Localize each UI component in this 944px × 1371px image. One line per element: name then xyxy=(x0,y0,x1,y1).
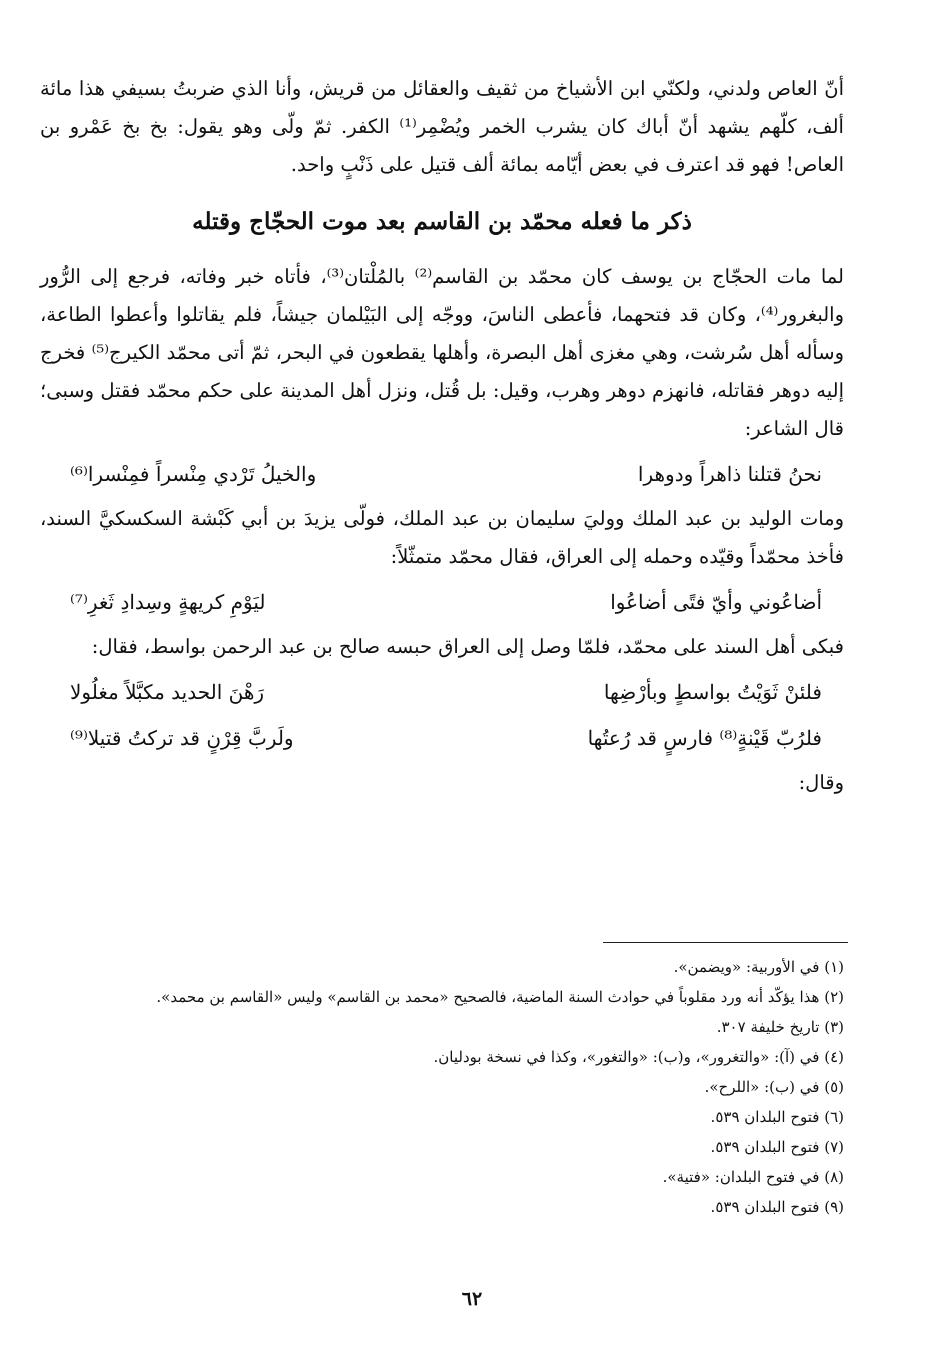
paragraph-1: أنّ العاص ولدني، ولكنّي ابن الأشياخ من ثقيف والعقائل من قريش، وأنا الذي ضربتُ بسيفي هذا مائة ألف، كلّهم يشهد أنّ أباك كان يشرب الخمر ويُضْمِر⁽¹⁾ الكفر. ثمّ ولّى وهو يقول: بخ بخ عَمْرو بن العاص! فهو قد اعترف في بعض أيّامه بمائة ألف قتيل على ذَنْبٍ واحد. xyxy=(40,77,844,176)
verse-1-second-hemistich: والخيلُ تَرْدي مِنْسراً فمِنْسرا⁽⁶⁾ xyxy=(70,462,317,486)
footnote-4: (٤) في (آ): «والتغرور»، و(ب): «والتغور»، وكذا في نسخة بودليان. xyxy=(433,1048,844,1066)
verse-2 xyxy=(40,582,844,622)
footnote-6: (٦) فتوح البلدان ٥٣٩. xyxy=(710,1108,844,1126)
paragraph-4: فبكى أهل السند على محمّد، فلمّا وصل إلى العراق حبسه صالح بن عبد الرحمن بواسط، فقال: xyxy=(91,635,844,658)
verse-1-first-hemistich: نحنُ قتلنا ذاهراً ودوهرا xyxy=(637,462,822,486)
footnote-7: (٧) فتوح البلدان ٥٣٩. xyxy=(710,1138,844,1156)
page-body xyxy=(40,70,844,802)
footnote-5: (٥) في (ب): «اللرح». xyxy=(704,1078,844,1096)
verse-1 xyxy=(40,454,844,494)
section-heading: ذكر ما فعله محمّد بن القاسم بعد موت الحجّاج وقتله xyxy=(192,208,692,235)
footnote-1: (١) في الأوربية: «ويضمن». xyxy=(673,958,844,976)
footnote-8: (٨) في فتوح البلدان: «فتية». xyxy=(662,1168,844,1186)
verse-4-first-hemistich: فلرُبّ قَيْنةٍ⁽⁸⁾ فارسٍ قد رُعتُها xyxy=(587,726,822,750)
verse-2-second-hemistich: ليَوْمِ كريهةٍ وسِدادِ ثَغرِ⁽⁷⁾ xyxy=(70,590,266,614)
paragraph-3: ومات الوليد بن عبد الملك ووليَ سليمان بن عبد الملك، فولّى يزيدَ بن أبي كَبْشة السكسكيَّ السند، فأخذ محمّداً وقيّده وحمله إلى العراق، فقال محمّد متمثّلاً: xyxy=(40,507,844,568)
verse-4-second-hemistich: ولَربَّ قِرْنٍ قد تركتُ قتيلا⁽⁹⁾ xyxy=(70,726,294,750)
paragraph-5: وقال: xyxy=(798,771,844,794)
paragraph-2: لما مات الحجّاج بن يوسف كان محمّد بن القاسم⁽²⁾ بالمُلْتان⁽³⁾، فأتاه خبر وفاته، فرجع إلى الرُّور والبغرور⁽⁴⁾، وكان قد فتحهما، فأعطى الناسَ، ووجّه إلى البَيْلمان جيشاً، فلم يقاتلوا وأعطوا الطاعة، وسأله أهل سُرشت، وهي مغزى أهل البصرة، وأهلها يقطعون في البحر، ثمّ أتى محمّد الكيرج⁽⁵⁾ فخرج إليه دوهر فقاتله، فانهزم دوهر وهرب، وقيل: بل قُتل، ونزل أهل المدينة على حكم محمّد فقتل وسبى؛ قال الشاعر: xyxy=(40,265,844,440)
footnote-divider xyxy=(603,942,848,943)
footnote-9: (٩) فتوح البلدان ٥٣٩. xyxy=(710,1198,844,1216)
verse-2-first-hemistich: أضاعُوني وأيّ فتًى أضاعُوا xyxy=(610,590,822,614)
verse-3-first-hemistich: فلئنْ ثَوَيْتُ بواسطٍ وبأرْضِها xyxy=(603,680,822,704)
footnotes xyxy=(44,952,844,1222)
footnote-2: (٢) هذا يؤكّد أنه ورد مقلوباً في حوادث السنة الماضية، فالصحيح «محمد بن القاسم» وليس «القاسم بن محمد». xyxy=(156,988,844,1006)
verse-3-second-hemistich: رَهْنَ الحديد مكبَّلاً مغلُولا xyxy=(70,680,265,704)
verse-3 xyxy=(40,672,844,712)
verse-4 xyxy=(40,718,844,758)
footnote-3: (٣) تاريخ خليفة ٣٠٧. xyxy=(716,1018,844,1036)
page-number: ٦٢ xyxy=(461,1288,483,1310)
